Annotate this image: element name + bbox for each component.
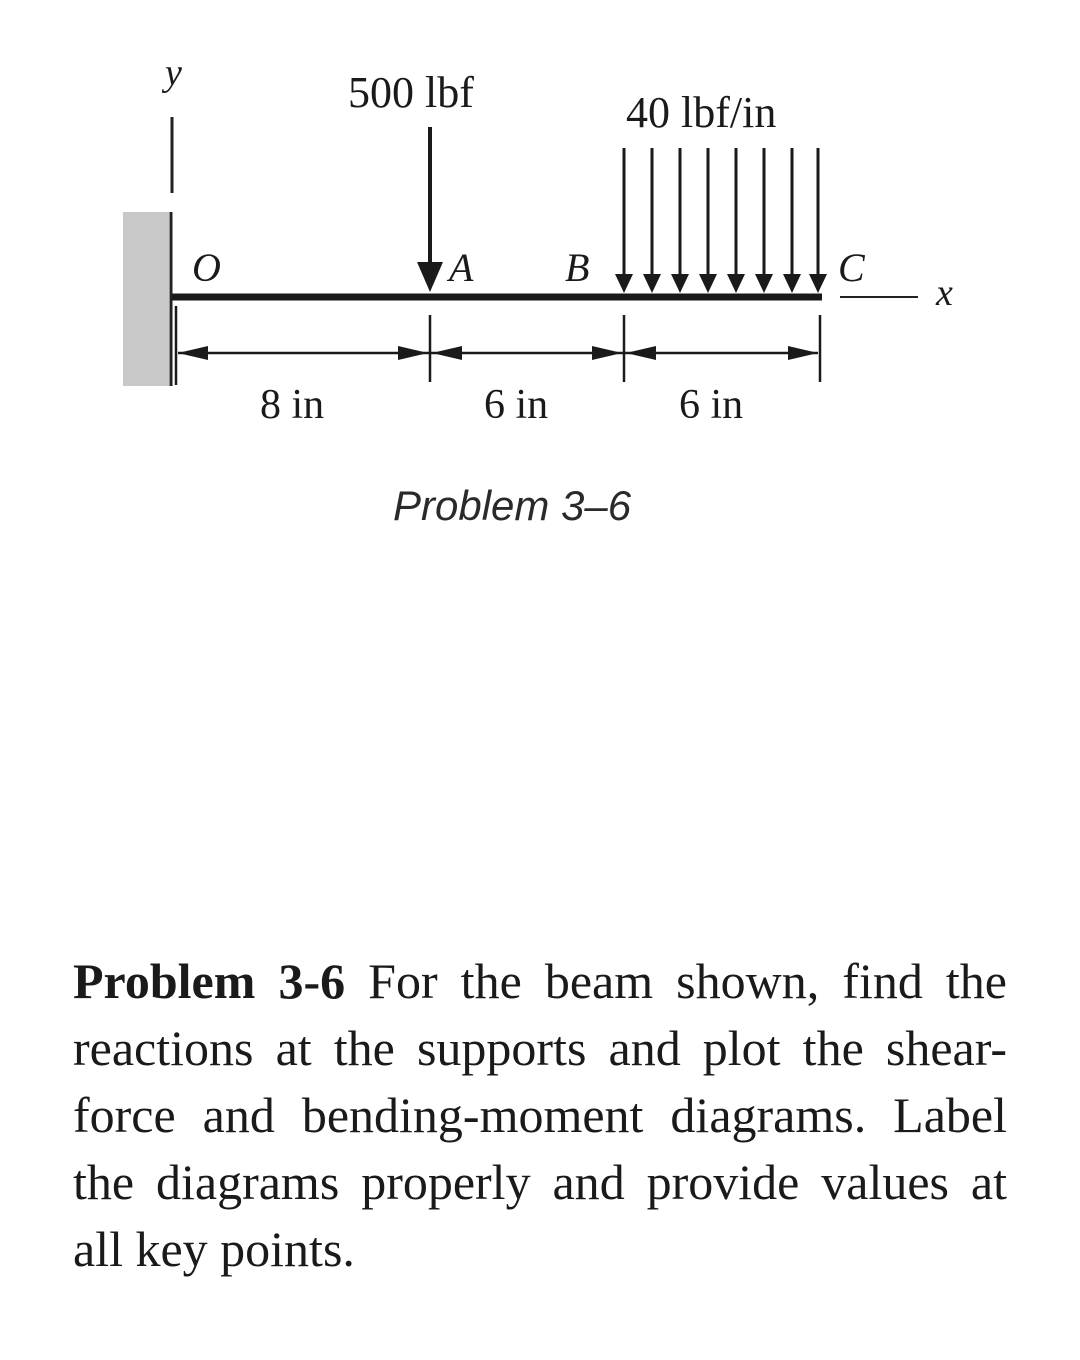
distributed-load-arrowhead xyxy=(615,274,633,293)
point-label-a: A xyxy=(449,245,474,290)
y-axis-label: y xyxy=(165,52,182,94)
problem-body: For the beam shown, find the reactions at the supports and plot the shear-force and bending-moment diagrams. Label the diagrams properly and provide values at all key points. xyxy=(73,953,1007,1277)
distributed-load-arrowhead xyxy=(755,274,773,293)
distributed-load-arrows xyxy=(615,148,827,293)
dimension-label-bc: 6 in xyxy=(679,382,744,428)
distributed-load-arrowhead xyxy=(699,274,717,293)
point-label-o: O xyxy=(192,245,221,290)
point-label-c: C xyxy=(838,245,865,290)
problem-number: Problem 3-6 xyxy=(73,953,346,1009)
distributed-load-arrowhead xyxy=(671,274,689,293)
problem-statement xyxy=(73,948,1007,1283)
point-load-arrowhead xyxy=(417,262,443,292)
distributed-load-arrowhead xyxy=(727,274,745,293)
dimension-label-ab: 6 in xyxy=(484,382,549,428)
distributed-load-arrowhead xyxy=(643,274,661,293)
point-label-b: B xyxy=(565,245,590,290)
wall-support xyxy=(123,212,169,386)
point-load-label: 500 lbf xyxy=(348,68,474,117)
beam-figure xyxy=(0,0,1080,600)
distributed-load-arrowhead xyxy=(783,274,801,293)
dimension-lines xyxy=(176,306,820,385)
dimension-label-oa: 8 in xyxy=(260,382,325,428)
distributed-load-label: 40 lbf/in xyxy=(626,88,777,137)
figure-caption: Problem 3–6 xyxy=(393,482,632,529)
x-axis-label: x xyxy=(936,272,953,314)
distributed-load-arrowhead xyxy=(809,274,827,293)
